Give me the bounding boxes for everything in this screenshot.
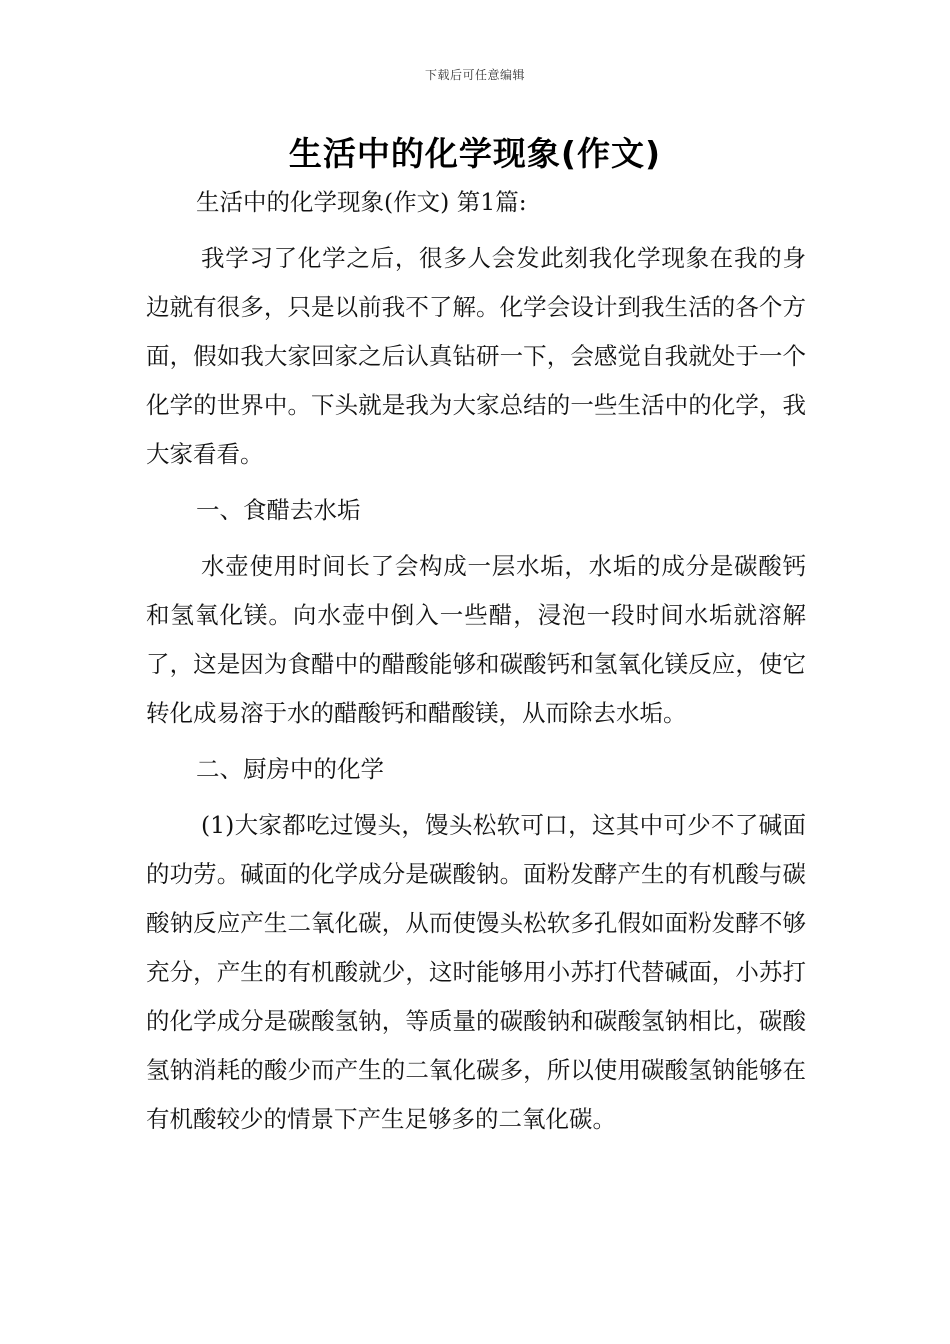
header-note: 下载后可任意编辑 bbox=[424, 68, 525, 82]
section-heading: 二、厨房中的化学 bbox=[196, 755, 384, 783]
document-title: 生活中的化学现象(作文) bbox=[288, 134, 662, 173]
section-heading: 一、食醋去水垢 bbox=[196, 496, 361, 524]
document-body bbox=[146, 178, 806, 1151]
paragraph: 水壶使用时间长了会构成一层水垢，水垢的成分是碳酸钙和氢氧化镁。向水壶中倒入一些醋，浸泡一段时间水垢就溶解了，这是因为食醋中的醋酸能够和碳酸钙和氢氧化镁反应，使它转化成易溶于水的醋酸钙和醋酸镁，从而除去水垢。 bbox=[146, 552, 806, 727]
paragraph: 我学习了化学之后，很多人会发此刻我化学现象在我的身边就有很多，只是以前我不了解。化学会设计到我生活的各个方面，假如我大家回家之后认真钻研一下，会感觉自我就处于一个化学的世界中。下头就是我为大家总结的一些生活中的化学，我大家看看。 bbox=[146, 244, 806, 468]
section-heading: 生活中的化学现象(作文) 第1篇: bbox=[196, 188, 527, 216]
paragraph: (1)大家都吃过馒头，馒头松软可口，这其中可少不了碱面的功劳。碱面的化学成分是碳酸钠。面粉发酵产生的有机酸与碳酸钠反应产生二氧化碳，从而使馒头松软多孔假如面粉发酵不够充分，产生的有机酸就少，这时能够用小苏打代替碱面，小苏打的化学成分是碳酸氢钠，等质量的碳酸钠和碳酸氢钠相比，碳酸氢钠消耗的酸少而产生的二氧化碳多，所以使用碳酸氢钠能够在有机酸较少的情景下产生足够多的二氧化碳。 bbox=[146, 811, 806, 1133]
